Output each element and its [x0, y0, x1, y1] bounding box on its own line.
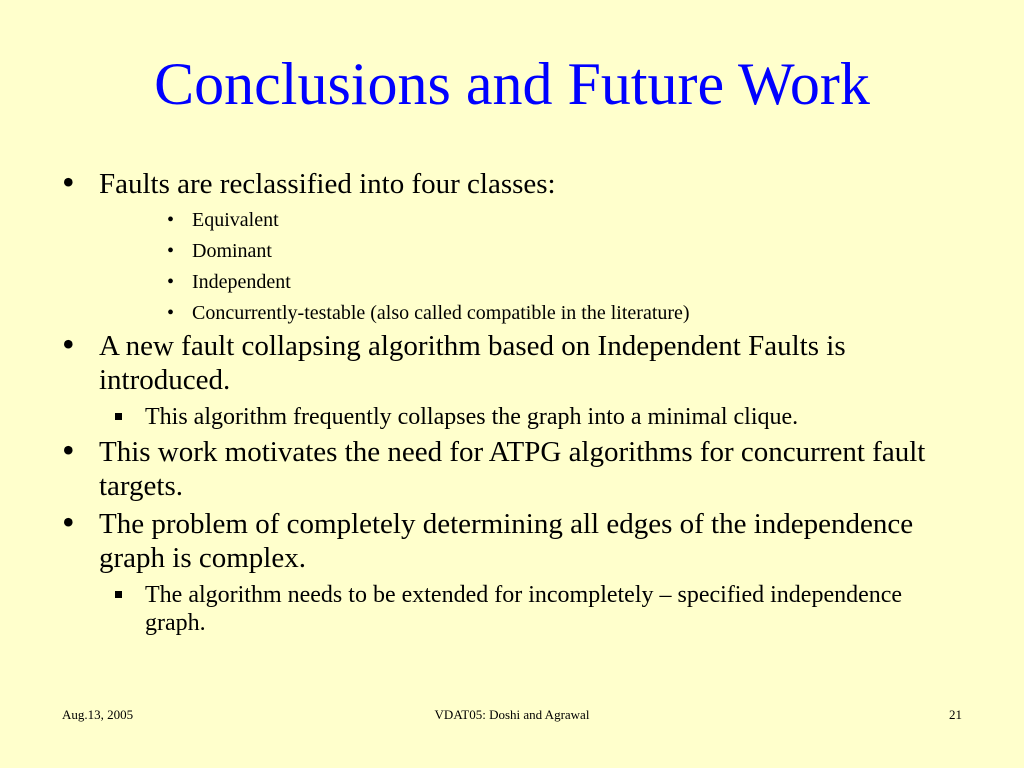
small-dot-icon: •	[167, 302, 175, 324]
sub-bullet-list	[62, 403, 962, 431]
sub-bullet-item	[62, 581, 962, 637]
bullet-dot-icon: •	[62, 162, 75, 202]
small-dot-icon: •	[167, 209, 175, 231]
bullet-item	[62, 162, 962, 202]
bullet-dot-icon: •	[62, 502, 75, 542]
bullet-text: This work motivates the need for ATPG algorithms for concurrent fault targets.	[99, 436, 926, 502]
sub-bullet-text: Concurrently-testable (also called compatible in the literature)	[192, 302, 690, 324]
slide-content	[62, 163, 962, 637]
sub-bullet-text: Dominant	[192, 240, 272, 262]
sub-bullet-text: Independent	[192, 271, 291, 293]
sub-bullet-item	[62, 403, 962, 431]
bullet-text: A new fault collapsing algorithm based on Independent Faults is introduced.	[99, 330, 846, 396]
slide-title: Conclusions and Future Work	[154, 51, 870, 117]
bullet-text: Faults are reclassified into four classes:	[99, 168, 556, 200]
square-bullet-icon	[115, 591, 122, 598]
bullet-item	[62, 324, 962, 397]
small-dot-icon: •	[167, 271, 175, 293]
sub-bullet-item	[62, 301, 962, 325]
sub-bullet-text: Equivalent	[192, 209, 279, 231]
small-dot-icon: •	[167, 240, 175, 262]
sub-bullet-list	[62, 581, 962, 637]
sub-bullet-text: This algorithm frequently collapses the graph into a minimal clique.	[145, 404, 799, 430]
bullet-text: The problem of completely determining all edges of the independence graph is complex.	[99, 508, 914, 574]
bullet-item	[62, 430, 962, 503]
bullet-dot-icon: •	[62, 324, 75, 364]
bullet-dot-icon: •	[62, 430, 75, 470]
sub-bullet-item	[62, 270, 962, 294]
footer-date: Aug.13, 2005	[62, 707, 134, 722]
page-number: 21	[949, 707, 962, 722]
footer-title: VDAT05: Doshi and Agrawal	[434, 707, 590, 722]
bullet-item	[62, 502, 962, 575]
sub-bullet-item	[62, 239, 962, 263]
sub-bullet-item	[62, 208, 962, 232]
sub-bullet-list	[62, 208, 962, 325]
square-bullet-icon	[115, 413, 122, 420]
sub-bullet-text: The algorithm needs to be extended for incompletely – specified independence graph.	[145, 582, 903, 636]
